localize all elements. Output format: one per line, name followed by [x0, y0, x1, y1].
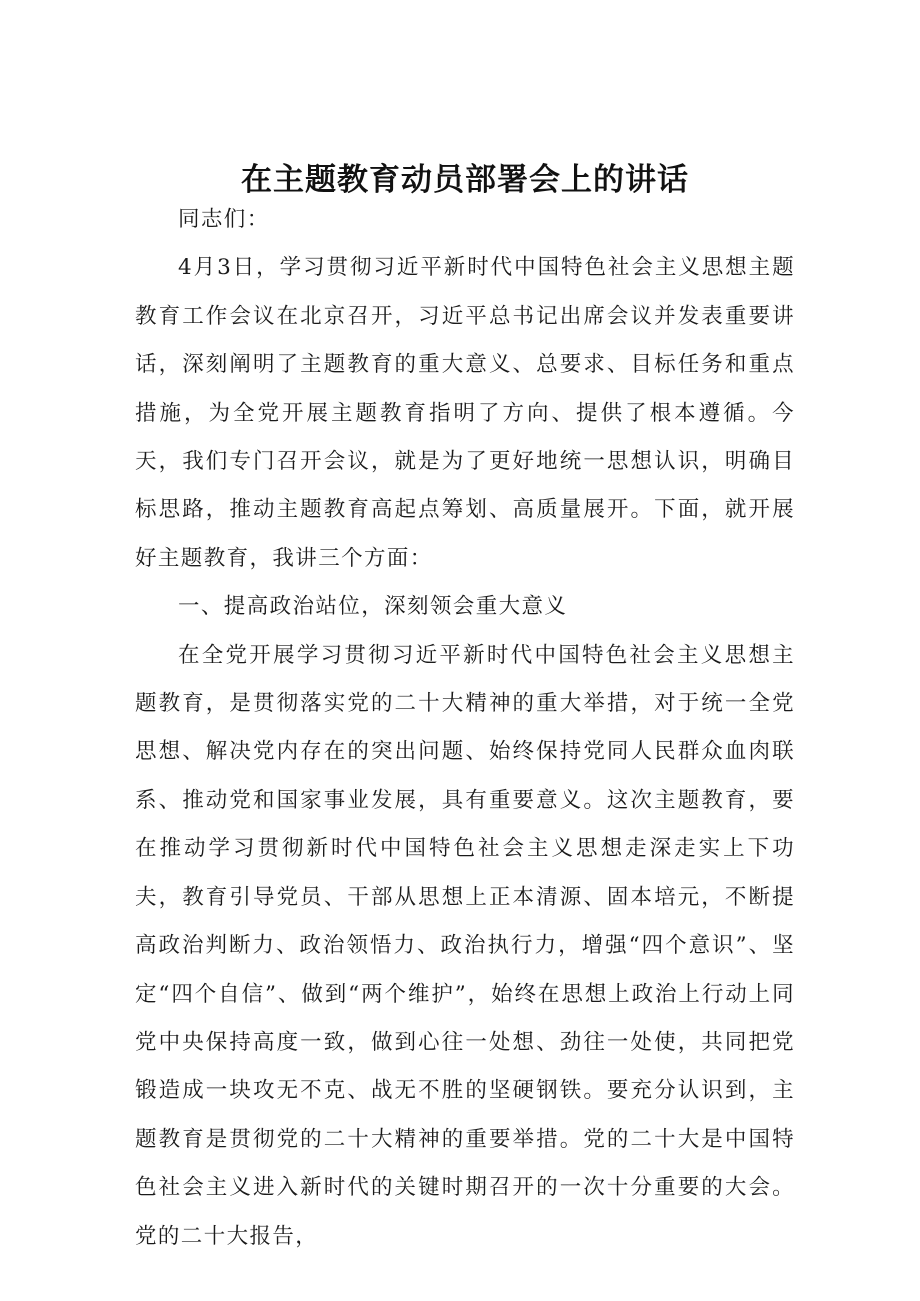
paragraph-section-1: 在全党开展学习贯彻习近平新时代中国特色社会主义思想主题教育，是贯彻落实党的二十大精神的重大举措，对于统一全党思想、解决党内存在的突出问题、始终保持党同人民群众血肉联系、推动党和国家事业发展，具有重要意义。这次主题教育，要在推动学习贯彻新时代中国特色社会主义思想走深走实上下功夫，教育引导党员、干部从思想上正本清源、固本培元，不断提高政治判断力、政治领悟力、政治执行力，增强“四个意识”、坚定“四个自信”、做到“两个维护”，始终在思想上政治上行动上同党中央保持高度一致，做到心往一处想、劲往一处使，共同把党锻造成一块攻无不克、战无不胜的坚硬钢铁。要充分认识到，主题教育是贯彻党的二十大精神的重要举措。党的二十大是中国特色社会主义进入新时代的关键时期召开的一次十分重要的大会。党的二十大报告， — [135, 642, 795, 1249]
section-heading-1: 一、提高政治站位，深刻领会重大意义 — [178, 594, 568, 620]
document-title: 在主题教育动员部署会上的讲话 — [241, 162, 689, 198]
paragraph-intro: 4月3日，学习贯彻习近平新时代中国特色社会主义思想主题教育工作会议在北京召开，习近平总书记出席会议并发表重要讲话，深刻阐明了主题教育的重大意义、总要求、目标任务和重点措施，为全党开展主题教育指明了方向、提供了根本遵循。今天，我们专门召开会议，就是为了更好地统一思想认识，明确目标思路，推动主题教育高起点筹划、高质量展开。下面，就开展好主题教育，我讲三个方面： — [135, 255, 795, 571]
document-body — [135, 196, 795, 1261]
salutation: 同志们： — [178, 207, 270, 232]
